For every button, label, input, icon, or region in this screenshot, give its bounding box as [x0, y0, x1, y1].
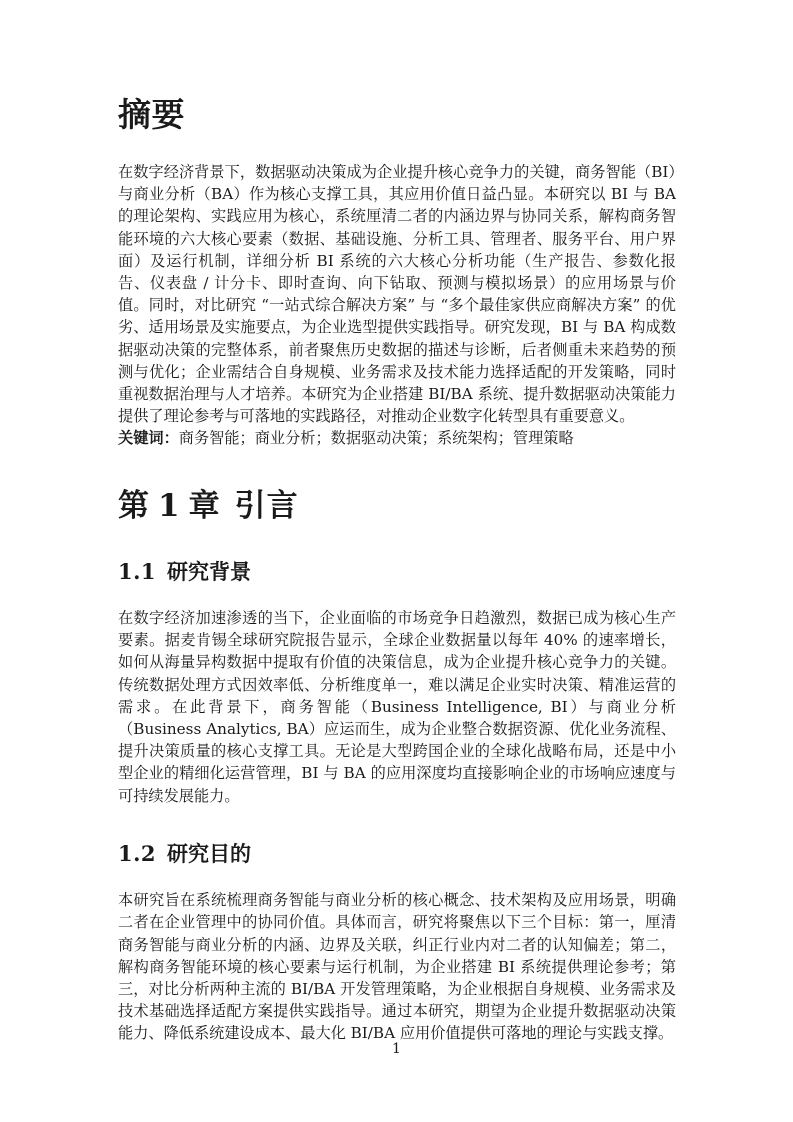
keywords-value: 商务智能；商业分析；数据驱动决策；系统架构；管理策略 — [178, 429, 574, 448]
chapter-heading — [118, 488, 676, 525]
section-heading-1-1 — [118, 559, 676, 585]
abstract-body-paragraph: 在数字经济背景下，数据驱动决策成为企业提升核心竞争力的关键，商务智能（BI）与商业分析（BA）作为核心支撑工具，其应用价值日益凸显。本研究以 BI 与 BA 的理论架构、实践应用为核心，系统厘清二者的内涵边界与协同关系，解构商务智能环境的六大核心要素（数据、基础设施、分析工具、管理者、服务平台、用户界面）及运行机制，详细分析 BI 系统的六大核心分析功能（生产报告、参数化报告、仪表盘 / 计分卡、即时查询、向下钻取、预测与模拟场景）的应用场景与价值。同时，对比研究 “一站式综合解决方案” 与 “多个最佳家供应商解决方案” 的优劣、适用场景及实施要点，为企业选型提供实践指导。研究发现，BI 与 BA 构成数据驱动决策的完整体系，前者聚焦历史数据的描述与诊断，后者侧重未来趋势的预测与优化；企业需结合自身规模、业务需求及技术能力选择适配的开发策略，同时重视数据治理与人才培养。本研究为企业搭建 BI/BA 系统、提升数据驱动决策能力提供了理论参考与可落地的实践路径，对推动企业数字化转型具有重要意义。 — [118, 162, 676, 426]
chapter-prefix: 第 — [118, 487, 150, 524]
page-number: 1 — [392, 1041, 401, 1057]
section-heading-1-2 — [118, 841, 676, 867]
page-content — [118, 96, 676, 1045]
section-body-1-1: 在数字经济加速渗透的当下，企业面临的市场竞争日趋激烈，数据已成为核心生产要素。据麦肯锡全球研究院报告显示，全球企业数据量以每年 40% 的速率增长，如何从海量异构数据中提取有价值的决策信息，成为企业提升核心竞争力的关键。传统数据处理方式因效率低、分析维度单一，难以满足企业实时决策、精准运营的需求。在此背景下，商务智能（Business Intelligence, BI）与商业分析（Business Analytics, BA）应运而生，成为企业整合数据资源、优化业务流程、提升决策质量的核心支撑工具。无论是大型跨国企业的全球化战略布局，还是中小型企业的精细化运营管理，BI 与 BA 的应用深度均直接影响企业的市场响应速度与可持续发展能力。 — [118, 609, 676, 805]
section-number-1-2: 1.2 — [118, 840, 157, 866]
keywords-label: 关键词： — [118, 429, 179, 448]
abstract-heading: 摘要 — [118, 95, 185, 134]
keywords-line — [118, 427, 676, 449]
section-title-1-1: 研究背景 — [167, 558, 252, 584]
chapter-number: 1 — [158, 487, 181, 524]
chapter-title: 引言 — [234, 487, 299, 524]
section-number-1-1: 1.1 — [118, 558, 157, 584]
section-body-1-2: 本研究旨在系统梳理商务智能与商业分析的核心概念、技术架构及应用场景，明确二者在企业管理中的协同价值。具体而言，研究将聚焦以下三个目标：第一，厘清商务智能与商业分析的内涵、边界及关联，纠正行业内对二者的认知偏差；第二，解构商务智能环境的核心要素与运行机制，为企业搭建 BI 系统提供理论参考；第三，对比分析两种主流的 BI/BA 开发管理策略，为企业根据自身规模、业务需求及技术基础选择适配方案提供实践指导。通过本研究，期望为企业提升数据驱动决策能力、降低系统建设成本、最大化 BI/BA 应用价值提供可落地的理论与实践支撑。 — [118, 891, 676, 1043]
chapter-unit: 章 — [188, 487, 221, 524]
section-title-1-2: 研究目的 — [167, 840, 252, 866]
